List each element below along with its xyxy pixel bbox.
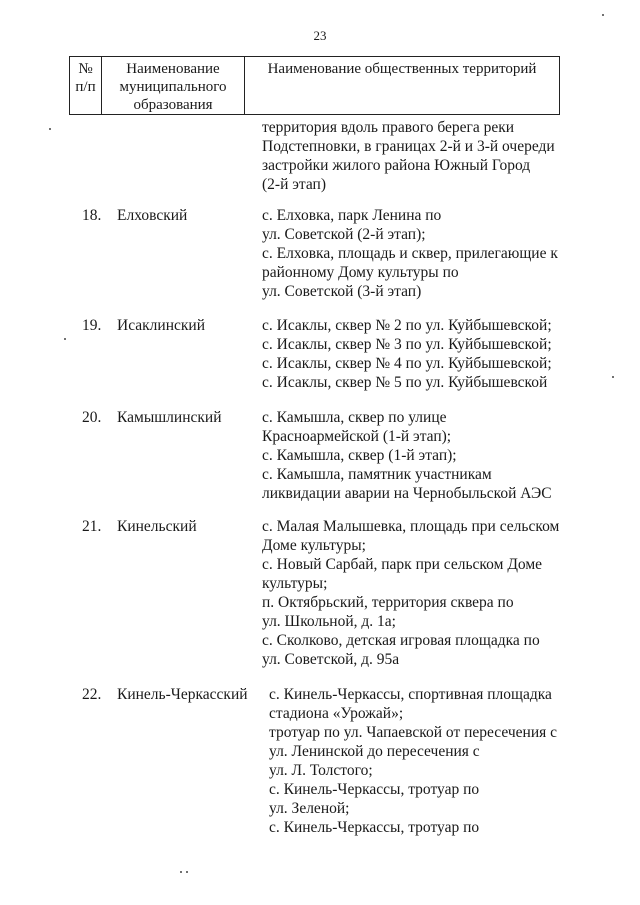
territory-line: с. Камышла, сквер по улице <box>262 409 447 426</box>
header-territories: Наименование общественных территорий <box>267 61 537 77</box>
header-territories-cell <box>245 57 560 115</box>
municipality-name: Камышлинский <box>117 409 222 426</box>
row-number: 19. <box>82 317 102 334</box>
territory-line: с. Исаклы, сквер № 3 по ул. Куйбышевской; <box>262 336 552 353</box>
row-number: 21. <box>82 518 102 535</box>
territory-line: с. Сколково, детская игровая площадка по <box>262 632 540 649</box>
continuation-territories <box>262 118 572 194</box>
territory-line: ул. Школьной, д. 1а; <box>262 613 396 630</box>
territory-line: с. Малая Малышевка, площадь при сельском <box>262 518 560 535</box>
territory-line: территория вдоль правого берега реки <box>262 119 515 136</box>
page-number: 23 <box>313 28 327 43</box>
territory-line: с. Кинель-Черкассы, тротуар по <box>269 781 480 798</box>
header-number-cell <box>70 57 102 115</box>
territory-line: ул. Л. Толстого; <box>269 762 373 779</box>
territory-line: п. Октябрьский, территория сквера по <box>262 594 514 611</box>
territory-line: ул. Советской (3-й этап) <box>262 283 422 300</box>
territory-list <box>262 206 572 301</box>
territory-line: с. Камышла, памятник участникам <box>262 466 492 483</box>
territory-line: Доме культуры; <box>262 537 366 554</box>
territory-list <box>262 517 572 669</box>
territory-line: стадиона «Урожай»; <box>269 705 404 722</box>
header-municipality-cell <box>102 57 245 115</box>
territory-line: с. Исаклы, сквер № 5 по ул. Куйбышевской <box>262 374 548 391</box>
territory-line: с. Новый Сарбай, парк при сельском Доме <box>262 556 543 573</box>
territory-line: ул. Советской, д. 95а <box>262 651 400 668</box>
territory-list <box>262 316 572 392</box>
scan-speck <box>49 128 51 130</box>
municipality-name: Елховский <box>117 207 188 224</box>
territory-line: районному Дому культуры по <box>262 264 459 281</box>
territory-line: ул. Ленинской до пересечения с <box>269 743 480 760</box>
municipality-name: Кинель-Черкасский <box>117 686 248 703</box>
territory-list <box>269 685 579 837</box>
territory-line: культуры; <box>262 575 328 592</box>
municipality-name: Кинельский <box>117 518 197 535</box>
header-municipality: Наименование муниципального образования <box>119 61 227 113</box>
territory-line: с. Кинель-Черкассы, спортивная площадка <box>269 686 552 703</box>
territory-line: с. Елховка, парк Ленина по <box>262 207 442 224</box>
territory-line: застройки жилого района Южный Город <box>262 157 531 174</box>
row-number: 20. <box>82 409 102 426</box>
scan-speck <box>64 338 66 340</box>
scan-speck <box>602 14 604 16</box>
territory-line: с. Исаклы, сквер № 4 по ул. Куйбышевской; <box>262 355 552 372</box>
territory-line: с. Кинель-Черкассы, тротуар по <box>269 819 480 836</box>
territory-line: с. Исаклы, сквер № 2 по ул. Куйбышевской; <box>262 317 552 334</box>
territory-line: с. Камышла, сквер (1-й этап); <box>262 447 457 464</box>
territory-line: ул. Зеленой; <box>269 800 350 817</box>
header-number: № п/п <box>75 61 96 95</box>
territory-line: ликвидации аварии на Чернобыльской АЭС <box>262 485 552 502</box>
territory-list <box>262 408 572 503</box>
scan-speck <box>612 376 614 378</box>
territory-line: (2-й этап) <box>262 176 326 193</box>
territory-line: Красноармейской (1-й этап); <box>262 428 452 445</box>
territory-line: тротуар по ул. Чапаевской от пересечения с <box>269 724 558 741</box>
territory-line: ул. Советской (2-й этап); <box>262 226 426 243</box>
territory-line: Подстепновки, в границах 2-й и 3-й очереди <box>262 138 555 155</box>
municipality-name: Исаклинский <box>117 317 205 334</box>
scan-speck <box>186 871 188 873</box>
row-number: 22. <box>82 686 102 703</box>
row-number: 18. <box>82 207 102 224</box>
territory-line: с. Елховка, площадь и сквер, прилегающие к <box>262 245 558 262</box>
scan-speck <box>180 871 182 873</box>
table-header <box>69 56 560 115</box>
